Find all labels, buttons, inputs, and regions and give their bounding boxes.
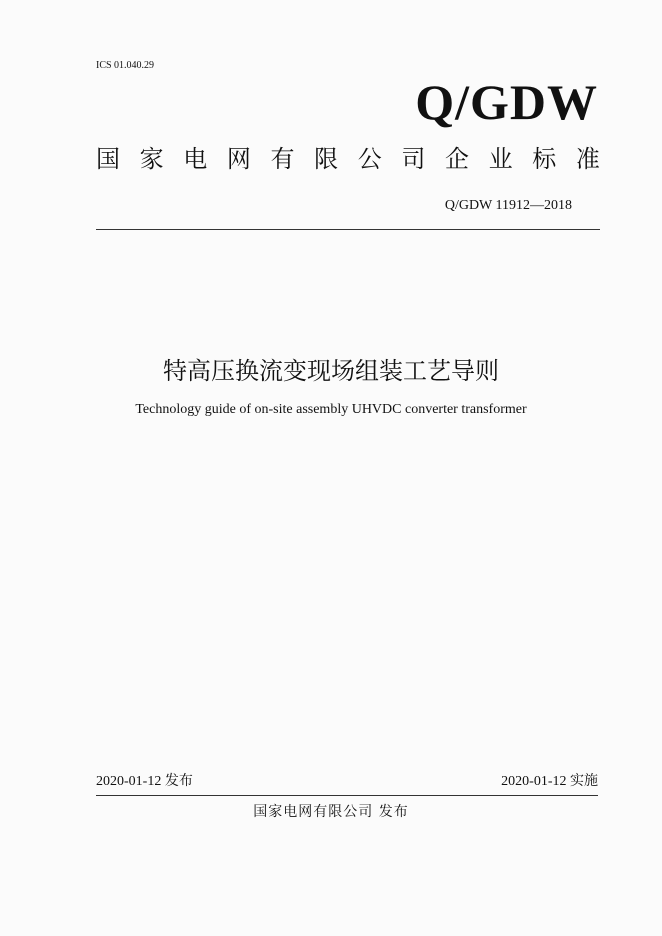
org-char: 准 [575,145,600,173]
org-char: 有 [270,145,295,173]
publisher: 国家电网有限公司 发布 [253,804,409,820]
document-title-chinese: 特高压换流变现场组装工艺导则 [163,357,499,385]
ics-code: ICS 01.040.29 [96,60,155,71]
header-divider [96,229,600,230]
organization-standard-line [96,144,600,174]
footer-divider [96,795,598,796]
org-char: 家 [139,145,164,173]
org-char: 国 [96,145,120,173]
standard-number: Q/GDW 11912—2018 [444,198,572,213]
issue-date: 2020-01-12 发布 [96,774,193,789]
org-char: 业 [488,145,513,173]
org-char: 标 [532,145,557,173]
standard-brand: Q/GDW [415,74,598,130]
org-char: 公 [357,145,382,173]
org-char: 限 [314,145,339,173]
org-char: 电 [183,145,208,173]
org-char: 司 [401,145,426,173]
org-char: 企 [445,145,469,173]
document-title-english: Technology guide of on-site assembly UHVDC converter transformer [135,402,527,417]
org-char: 网 [226,145,251,173]
implementation-date: 2020-01-12 实施 [501,774,598,789]
